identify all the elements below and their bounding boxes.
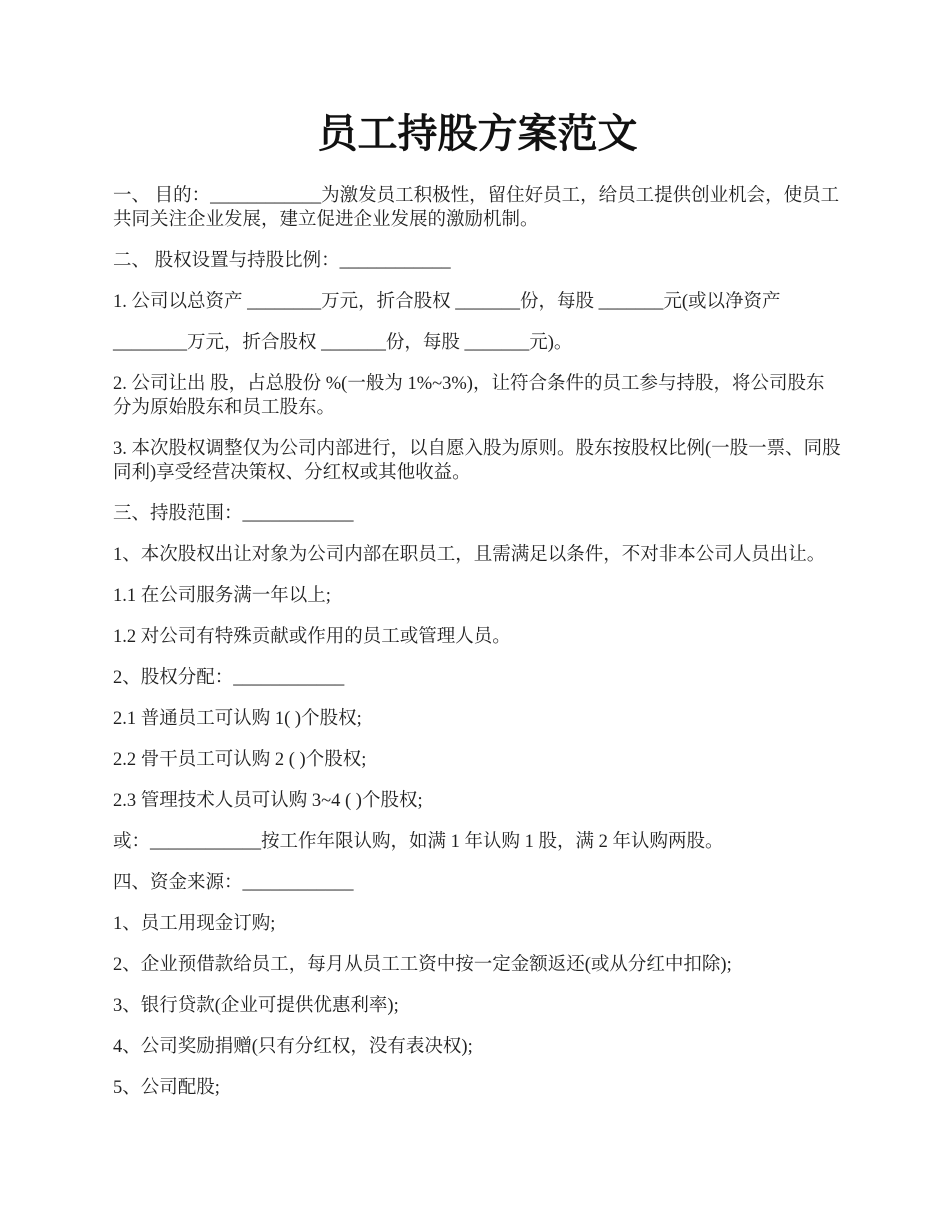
paragraph-section-3-item-2-3: 2.3 管理技术人员可认购 3~4 ( )个股权; (113, 791, 423, 811)
paragraph-section-4-item-5: 5、公司配股; (113, 1078, 220, 1098)
paragraph-section-3-item-2: 2、股权分配：____________ (113, 668, 345, 688)
paragraph-item-2-3: 3. 本次股权调整仅为公司内部进行，以自愿入股为原则。股东按股权比例(一股一票、同股同利)享受经营决策权、分红权或其他收益。 (113, 439, 841, 483)
paragraph-section-3-item-2-1: 2.1 普通员工可认购 1( )个股权; (113, 709, 362, 729)
paragraph-section-4-item-4: 4、公司奖励捐赠(只有分红权，没有表决权); (113, 1037, 473, 1057)
paragraph-section-3-heading: 三、持股范围：____________ (113, 504, 354, 524)
paragraph-section-3-item-1: 1、本次股权出让对象为公司内部在职员工，且需满足以条件，不对非本公司人员出让。 (113, 545, 826, 565)
paragraph-section-1-purpose: 一、 目的：____________为激发员工积极性，留住好员工，给员工提供创业机会，使员工共同关注企业发展，建立促进企业发展的激励机制。 (113, 186, 840, 230)
paragraph-section-3-item-1-1: 1.1 在公司服务满一年以上; (113, 586, 331, 606)
paragraph-section-4-item-1: 1、员工用现金订购; (113, 914, 276, 934)
paragraph-section-4-item-2: 2、企业预借款给员工，每月从员工工资中按一定金额返还(或从分红中扣除); (113, 955, 732, 975)
paragraph-section-3-item-2-2: 2.2 骨干员工可认购 2 ( )个股权; (113, 750, 367, 770)
paragraph-item-2-1-line-2: ________万元，折合股权 _______份，每股 _______元)。 (113, 333, 573, 353)
document-title: 员工持股方案范文 (317, 111, 638, 156)
paragraph-item-2-2: 2. 公司让出 股，占总股份 %(一般为 1%~3%)，让符合条件的员工参与持股，将公司股东分为原始股东和员工股东。 (113, 374, 825, 418)
paragraph-section-2-heading: 二、 股权设置与持股比例：____________ (113, 251, 451, 271)
paragraph-section-3-item-1-2: 1.2 对公司有特殊贡献或作用的员工或管理人员。 (113, 627, 511, 647)
paragraph-section-3-item-2-alt: 或：____________按工作年限认购，如满 1 年认购 1 股，满 2 年认购两股。 (113, 832, 724, 852)
paragraph-item-2-1-line-1: 1. 公司以总资产 ________万元，折合股权 _______份，每股 _______元(或以净资产 (113, 292, 781, 312)
paragraph-section-4-heading: 四、资金来源：____________ (113, 873, 354, 893)
paragraph-section-4-item-3: 3、银行贷款(企业可提供优惠利率); (113, 996, 399, 1016)
